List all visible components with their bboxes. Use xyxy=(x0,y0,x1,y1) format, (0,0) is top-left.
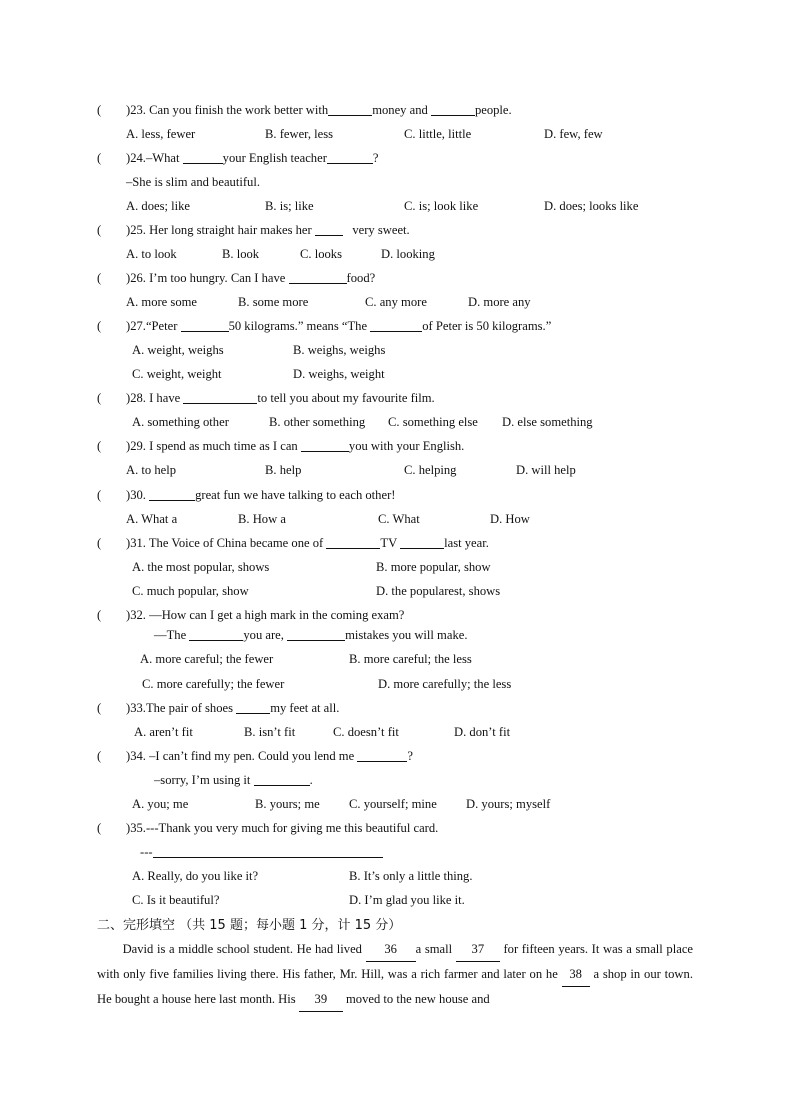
option-d: D. more any xyxy=(468,295,531,309)
answer-paren: ( xyxy=(97,439,102,453)
answer-paren: ( xyxy=(97,536,102,550)
question-stem: )35.---Thank you very much for giving me this beautiful card. xyxy=(126,821,439,835)
cloze-blank-38: 38 xyxy=(562,962,590,987)
blank xyxy=(289,271,347,284)
blank xyxy=(149,488,195,501)
option-c: C. any more xyxy=(365,295,427,309)
blank xyxy=(327,151,373,164)
answer-paren: ( xyxy=(97,608,102,622)
option-b: B. look xyxy=(222,247,260,261)
option-a: A. does; like xyxy=(126,199,191,213)
option-c: C. something else xyxy=(388,415,478,429)
option-b: B. isn’t fit xyxy=(244,725,296,739)
option-a: A. more careful; the fewer xyxy=(140,652,274,666)
option-a: A. weight, weighs xyxy=(132,343,224,357)
question-stem: )31. The Voice of China became one of TV last year. xyxy=(126,536,489,550)
cloze-blank-39: 39 xyxy=(299,987,343,1012)
option-c: C. more carefully; the fewer xyxy=(142,677,285,691)
question-stem: )32. —How can I get a high mark in the coming exam? xyxy=(126,608,405,622)
option-d: D. How xyxy=(490,512,530,526)
option-d: D. does; looks like xyxy=(544,199,639,213)
blank xyxy=(181,319,229,332)
blank xyxy=(357,749,407,762)
option-b: B. fewer, less xyxy=(265,127,334,141)
option-a: A. something other xyxy=(132,415,229,429)
option-d: D. else something xyxy=(502,415,593,429)
option-a: A. less, fewer xyxy=(126,127,196,141)
option-b: B. some more xyxy=(238,295,309,309)
question-stem: )28. I have to tell you about my favourite film. xyxy=(126,391,435,405)
option-b: B. more popular, show xyxy=(376,560,491,574)
cloze-blank-37: 37 xyxy=(456,937,500,962)
blank xyxy=(370,319,422,332)
question-stem: )25. Her long straight hair makes her very sweet. xyxy=(126,223,410,237)
option-b: B. other something xyxy=(269,415,366,429)
blank xyxy=(183,151,223,164)
option-d: D. looking xyxy=(381,247,435,261)
dialogue-reply: --- xyxy=(140,845,383,860)
section-heading: 二、完形填空 （共 15 题；每小题 1 分，计 15 分） xyxy=(97,918,402,933)
option-b: B. yours; me xyxy=(255,797,320,811)
option-d: D. don’t fit xyxy=(454,725,511,739)
question-stem: )29. I spend as much time as I can you with your English. xyxy=(126,439,465,453)
option-a: A. more some xyxy=(126,295,197,309)
option-a: A. aren’t fit xyxy=(134,725,193,739)
cloze-blank-36: 36 xyxy=(366,937,416,962)
option-c: C. is; look like xyxy=(404,199,479,213)
answer-paren: ( xyxy=(97,319,102,333)
option-a: A. to help xyxy=(126,463,177,477)
blank xyxy=(183,391,257,404)
option-c: C. weight, weight xyxy=(132,367,222,381)
dialogue-reply: –sorry, I’m using it . xyxy=(154,773,313,787)
option-c: C. little, little xyxy=(404,127,472,141)
answer-paren: ( xyxy=(97,821,102,835)
option-b: B. more careful; the less xyxy=(349,652,472,666)
option-d: D. few, few xyxy=(544,127,603,141)
question-stem: )33.The pair of shoes my feet at all. xyxy=(126,701,340,715)
option-b: B. is; like xyxy=(265,199,314,213)
question-stem: )27.“Peter 50 kilograms.” means “The of Peter is 50 kilograms.” xyxy=(126,319,552,333)
blank xyxy=(326,536,380,549)
answer-paren: ( xyxy=(97,151,102,165)
blank xyxy=(431,103,475,116)
blank xyxy=(189,628,243,641)
option-b: B. help xyxy=(265,463,302,477)
answer-paren: ( xyxy=(97,271,102,285)
option-a: A. to look xyxy=(126,247,177,261)
question-stem: )34. –I can’t find my pen. Could you lend me ? xyxy=(126,749,413,763)
question-stem: )23. Can you finish the work better with money and people. xyxy=(126,103,512,117)
blank xyxy=(254,773,310,786)
option-a: A. you; me xyxy=(132,797,189,811)
question-stem: )26. I’m too hungry. Can I have food? xyxy=(126,271,376,285)
option-c: C. Is it beautiful? xyxy=(132,893,220,907)
answer-paren: ( xyxy=(97,749,102,763)
option-a: A. What a xyxy=(126,512,178,526)
option-b: B. It’s only a little thing. xyxy=(349,869,473,883)
option-d: D. will help xyxy=(516,463,576,477)
option-d: D. the popularest, shows xyxy=(376,584,501,598)
blank xyxy=(236,701,270,714)
dialogue-reply: —The you are, mistakes you will make. xyxy=(154,628,468,642)
answer-paren: ( xyxy=(97,223,102,237)
blank xyxy=(328,103,372,116)
option-b: B. weighs, weighs xyxy=(293,343,386,357)
blank xyxy=(400,536,444,549)
answer-paren: ( xyxy=(97,103,102,117)
question-stem: )24.–What your English teacher ? xyxy=(126,151,379,165)
option-d: D. weighs, weight xyxy=(293,367,385,381)
dialogue-reply: –She is slim and beautiful. xyxy=(126,175,260,189)
blank xyxy=(301,439,349,452)
option-c: C. looks xyxy=(300,247,342,261)
option-d: D. yours; myself xyxy=(466,797,551,811)
answer-paren: ( xyxy=(97,391,102,405)
option-c: C. What xyxy=(378,512,420,526)
question-stem: )30. great fun we have talking to each other! xyxy=(126,488,396,502)
option-a: A. the most popular, shows xyxy=(132,560,270,574)
cloze-passage: David is a middle school student. He had lived 36 a small 37 for fifteen years. It was a small place with only five families living there. His father, Mr. Hill, was a rich farmer and later on he 38 a shop in our town. He bought a house here last month. His 39 moved to the new house and xyxy=(97,937,693,1012)
blank xyxy=(287,628,345,641)
option-c: C. doesn’t fit xyxy=(333,725,399,739)
answer-paren: ( xyxy=(97,701,102,715)
option-c: C. much popular, show xyxy=(132,584,249,598)
option-c: C. helping xyxy=(404,463,457,477)
option-a: A. Really, do you like it? xyxy=(132,869,259,883)
blank xyxy=(315,223,343,236)
option-c: C. yourself; mine xyxy=(349,797,437,811)
option-d: D. I’m glad you like it. xyxy=(349,893,465,907)
option-d: D. more carefully; the less xyxy=(378,677,512,691)
blank xyxy=(153,845,383,858)
option-b: B. How a xyxy=(238,512,286,526)
answer-paren: ( xyxy=(97,488,102,502)
